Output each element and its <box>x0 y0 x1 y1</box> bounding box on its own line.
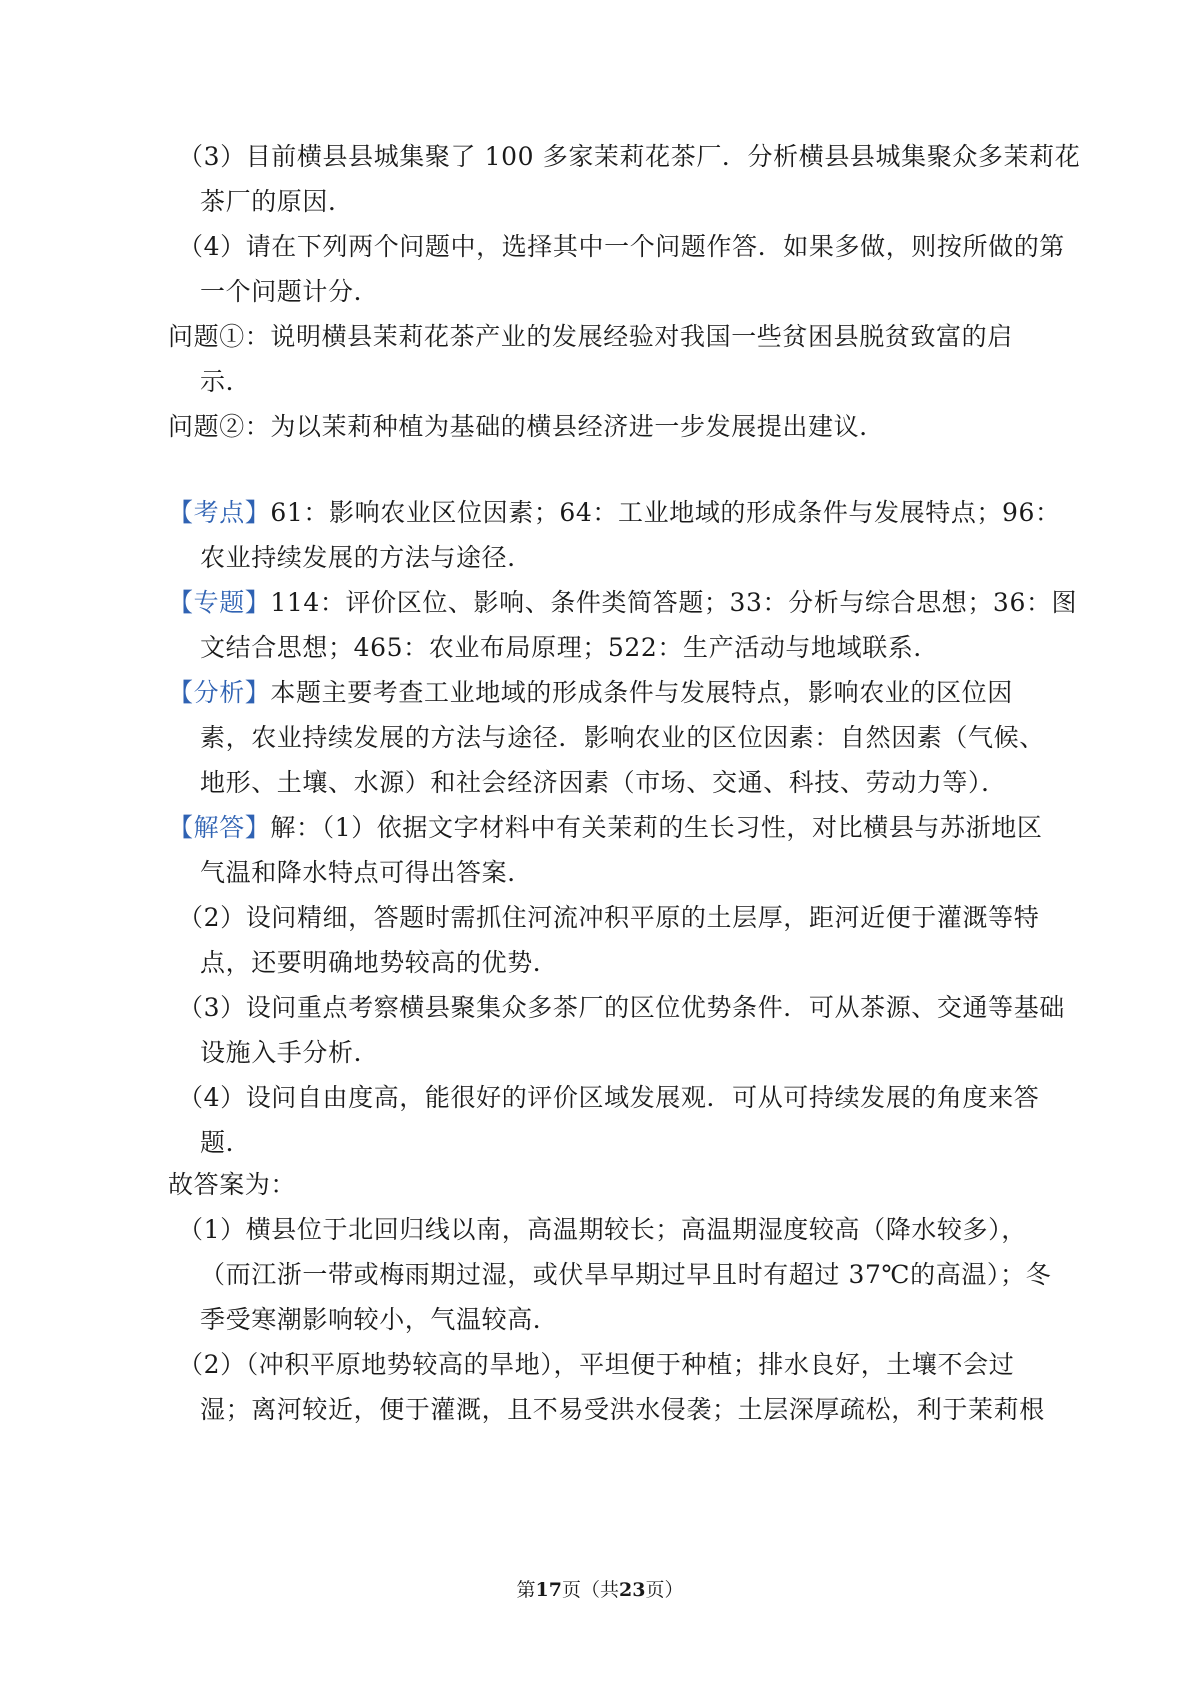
analysis-3-line-2: 设施入手分析． <box>200 1038 380 1067</box>
answer-2-line-2: 湿；离河较近，便于灌溉，且不易受洪水侵袭；土层深厚疏松，利于茉莉根 <box>200 1395 1045 1424</box>
analysis-4-line-2: 题． <box>200 1128 252 1157</box>
problem-1-line-2: 示． <box>200 367 252 396</box>
question-4-line-2: 一个问题计分． <box>200 277 380 306</box>
analysis-4-line-1: （4）设问自由度高，能很好的评价区域发展观．可从可持续发展的角度来答 <box>178 1083 1040 1112</box>
kaodian-line-1 <box>168 498 1061 528</box>
fenxi-tag: 【分析】 <box>168 678 271 707</box>
fenxi-text-1: 本题主要考查工业地域的形成条件与发展特点，影响农业的区位因 <box>270 678 1013 707</box>
kaodian-line-2: 农业持续发展的方法与途径． <box>200 543 533 572</box>
zhuanti-line-1 <box>168 588 1077 618</box>
footer-prefix: 第 <box>516 1579 536 1601</box>
fenxi-line-3: 地形、土壤、水源）和社会经济因素（市场、交通、科技、劳动力等）． <box>200 768 1007 797</box>
question-3-line-1: （3）目前横县县城集聚了 100 多家茉莉花茶厂．分析横县县城集聚众多茉莉花 <box>178 142 1081 171</box>
answer-1-line-1: （1）横县位于北回归线以南，高温期较长；高温期湿度较高（降水较多）， <box>178 1215 1027 1244</box>
page-footer <box>0 1578 1200 1602</box>
zhuanti-line-2: 文结合思想；465：农业布局原理；522：生产活动与地域联系． <box>200 633 940 662</box>
problem-1-line-1: 问题①：说明横县茉莉花茶产业的发展经验对我国一些贫困县脱贫致富的启 <box>168 322 1013 351</box>
problem-2-line-1: 问题②：为以茉莉种植为基础的横县经济进一步发展提出建议． <box>168 412 885 441</box>
jieda-tag: 【解答】 <box>168 813 271 842</box>
question-3-line-2: 茶厂的原因． <box>200 187 354 216</box>
jieda-text-1: 解：（1）依据文字材料中有关茉莉的生长习性，对比横县与苏浙地区 <box>270 813 1043 842</box>
kaodian-tag: 【考点】 <box>168 498 271 527</box>
fenxi-line-1 <box>168 678 1013 708</box>
footer-middle: 页（共 <box>561 1579 619 1601</box>
footer-total-pages: 23 <box>619 1579 646 1601</box>
answer-1-line-2: （而江浙一带或梅雨期过湿，或伏旱早期过早且时有超过 37℃的高温）；冬 <box>200 1260 1052 1289</box>
question-4-line-1: （4）请在下列两个问题中，选择其中一个问题作答．如果多做，则按所做的第 <box>178 232 1065 261</box>
zhuanti-text-1: 114：评价区位、影响、条件类简答题；33：分析与综合思想；36：图 <box>270 588 1078 617</box>
zhuanti-tag: 【专题】 <box>168 588 271 617</box>
footer-page-number: 17 <box>535 1579 562 1601</box>
footer-suffix: 页） <box>645 1579 684 1601</box>
fenxi-line-2: 素，农业持续发展的方法与途径．影响农业的区位因素：自然因素（气候、 <box>200 723 1045 752</box>
answer-2-line-1: （2）（冲积平原地势较高的旱地），平坦便于种植；排水良好，土壤不会过 <box>178 1350 1015 1379</box>
kaodian-text-1: 61：影响农业区位因素；64：工业地域的形成条件与发展特点；96： <box>270 498 1061 527</box>
analysis-3-line-1: （3）设问重点考察横县聚集众多茶厂的区位优势条件．可从茶源、交通等基础 <box>178 993 1065 1022</box>
jieda-line-1 <box>168 813 1042 843</box>
analysis-2-line-1: （2）设问精细，答题时需抓住河流冲积平原的土层厚，距河近便于灌溉等特 <box>178 903 1040 932</box>
jieda-line-2: 气温和降水特点可得出答案． <box>200 858 533 887</box>
answer-intro: 故答案为： <box>168 1170 297 1199</box>
analysis-2-line-2: 点，还要明确地势较高的优势． <box>200 948 559 977</box>
answer-1-line-3: 季受寒潮影响较小，气温较高． <box>200 1305 559 1334</box>
